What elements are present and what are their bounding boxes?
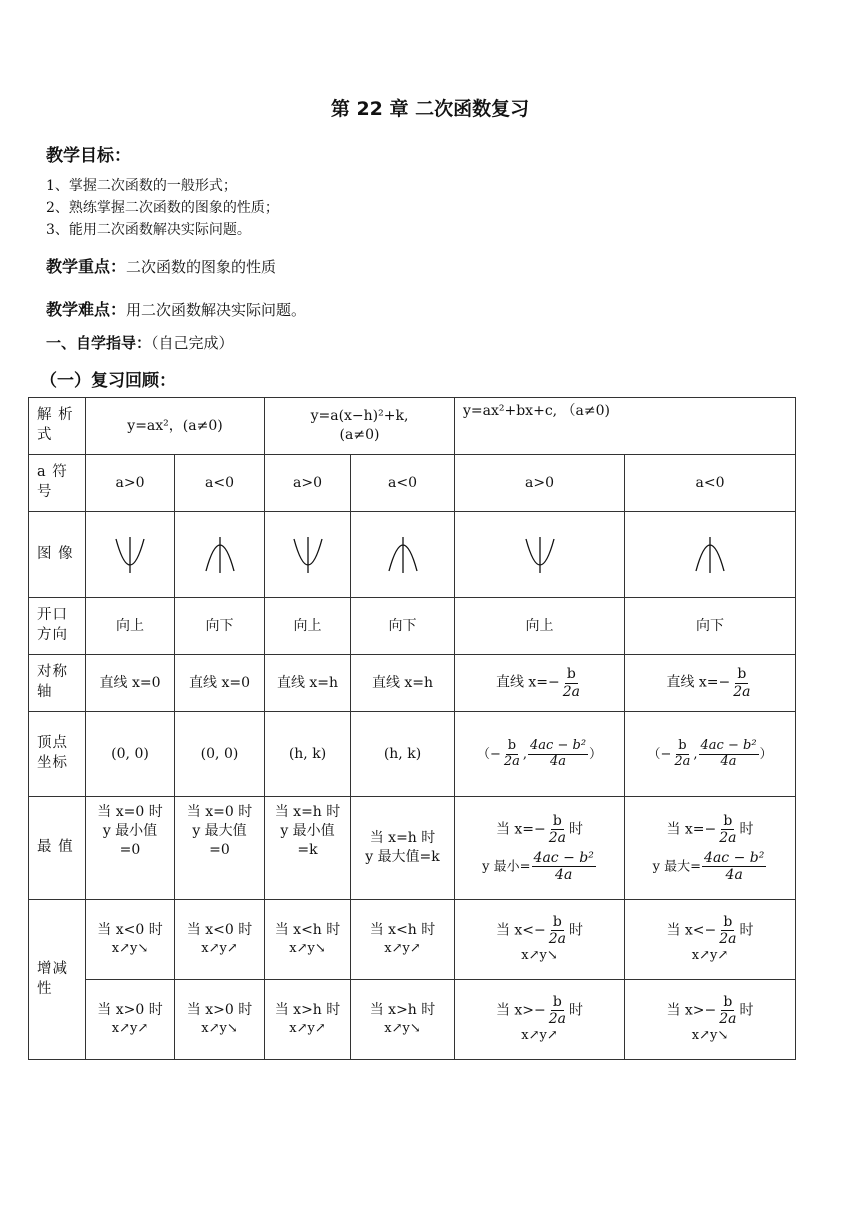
self-study-label: 一、自学指导： xyxy=(46,334,152,352)
mono-cell-general xyxy=(625,980,796,1060)
cond-suffix: 时 xyxy=(569,922,584,939)
fraction-b-2a xyxy=(547,994,568,1027)
goal-item: 2、熟练掌握二次函数的图象的性质； xyxy=(46,200,279,216)
extreme-cell xyxy=(351,797,455,900)
difficulty-text: 用二次函数解决实际问题。 xyxy=(126,301,307,319)
extreme-cell xyxy=(265,797,351,900)
cond-suffix: 时 xyxy=(569,1002,584,1019)
fraction-b-2a xyxy=(717,994,738,1027)
axis-cell: 直线 x=h xyxy=(265,655,351,712)
difficulty xyxy=(46,297,306,320)
extreme-line: =0 xyxy=(119,841,141,858)
fraction-b-2a xyxy=(731,666,752,699)
frac-den: 4a xyxy=(720,753,737,769)
row-header-mono: 增减 性 xyxy=(29,900,86,1060)
open-cell: 向下 xyxy=(351,598,455,655)
frac-num: b xyxy=(723,914,733,931)
mono-trend: x↗y↗ xyxy=(521,1028,558,1044)
extreme-line: y 最小值 xyxy=(280,822,335,839)
mono-cond: 当 x>h 时 xyxy=(274,1002,341,1019)
frac-num: b xyxy=(552,994,562,1011)
frac-den: 4a xyxy=(555,867,573,884)
comma: , xyxy=(522,746,528,762)
axis-cell-general xyxy=(625,655,796,712)
frac-den: 2a xyxy=(548,829,567,846)
row-expression xyxy=(29,398,796,455)
extreme-value xyxy=(455,850,624,883)
goal-item: 1、掌握二次函数的一般形式； xyxy=(46,178,237,194)
mono-trend: x↗y↘ xyxy=(521,948,558,964)
sign-cell: a>0 xyxy=(265,455,351,512)
row-opening xyxy=(29,598,796,655)
goal-item: 3、能用二次函数解决实际问题。 xyxy=(46,222,251,238)
mono-trend: x↗y↘ xyxy=(201,1021,238,1037)
row-axis xyxy=(29,655,796,712)
parabola-up-icon xyxy=(520,533,560,577)
extreme-line: 当 x=0 时 xyxy=(186,804,253,820)
mono-trend: x↗y↘ xyxy=(691,1028,729,1044)
mono-cond xyxy=(455,914,624,947)
comma: , xyxy=(693,746,698,762)
cond-prefix: 当 x>− xyxy=(666,1002,717,1019)
row-header-open: 开口 方向 xyxy=(29,598,86,655)
fraction-vertex-y xyxy=(699,739,759,770)
vertex-cell-general xyxy=(455,712,625,797)
frac-num: b xyxy=(723,994,733,1011)
paren-open: （− xyxy=(647,746,672,762)
frac-den: 2a xyxy=(733,683,751,700)
row-header-sign: a 符 号 xyxy=(29,455,86,512)
page-title: 第 22 章 二次函数复习 xyxy=(330,98,530,120)
frac-num: 4ac − b² xyxy=(533,850,594,866)
extreme-when xyxy=(625,813,795,846)
axis-prefix: 直线 x=− xyxy=(495,675,560,691)
mono-cond: 当 x<0 时 xyxy=(97,922,163,939)
mono-cond: 当 x>0 时 xyxy=(97,1002,163,1019)
when-prefix: 当 x=− xyxy=(495,821,546,838)
fraction-b-2a xyxy=(547,813,568,846)
frac-den: 2a xyxy=(719,931,737,948)
goals-heading: 教学目标： xyxy=(46,146,131,166)
mono-cell xyxy=(265,900,351,980)
extreme-line: y 最小值 xyxy=(102,822,158,839)
extreme-line: 当 x=h 时 xyxy=(369,830,436,847)
sign-cell: a>0 xyxy=(455,455,625,512)
mono-trend: x↗y↗ xyxy=(384,941,421,957)
extreme-line: 当 x=h 时 xyxy=(274,804,341,820)
expr-vertex-line1: y=a(x−h)²+k, xyxy=(310,408,409,425)
extreme-cell-general xyxy=(625,797,796,900)
mono-cond xyxy=(455,994,624,1027)
cond-prefix: 当 x<− xyxy=(495,922,546,939)
fraction-b-2a xyxy=(561,666,582,699)
row-mono-lt xyxy=(29,900,796,980)
extreme-cell-general xyxy=(455,797,625,900)
parabola-down-icon xyxy=(690,533,730,577)
mono-trend: x↗y↘ xyxy=(289,941,326,957)
extreme-line: 当 x=0 时 xyxy=(97,804,163,820)
row-sign xyxy=(29,455,796,512)
graph-cell xyxy=(625,512,796,598)
cond-suffix: 时 xyxy=(739,1002,754,1019)
frac-den: 4a xyxy=(725,867,743,884)
row-mono-gt xyxy=(29,980,796,1060)
properties-table xyxy=(28,397,796,1060)
graph-cell xyxy=(265,512,351,598)
when-suffix: 时 xyxy=(739,821,754,838)
graph-cell xyxy=(455,512,625,598)
extreme-line: =0 xyxy=(209,841,230,858)
expr-vertex-line2: (a≠0) xyxy=(339,427,380,443)
mono-cond: 当 x>h 时 xyxy=(369,1002,436,1019)
key-point-label: 教学重点： xyxy=(46,257,127,276)
mono-cell xyxy=(351,900,455,980)
extreme-value xyxy=(625,850,795,883)
mono-cell xyxy=(265,980,351,1060)
open-cell: 向下 xyxy=(625,598,796,655)
paren-close: ） xyxy=(759,746,773,762)
when-suffix: 时 xyxy=(569,821,584,838)
when-prefix: 当 x=− xyxy=(666,821,717,838)
row-header-expr: 解 析 式 xyxy=(29,398,86,455)
fraction-b-2a xyxy=(672,739,692,770)
mono-trend: x↗y↘ xyxy=(111,941,149,957)
frac-num: b xyxy=(723,812,733,829)
axis-cell: 直线 x=0 xyxy=(86,655,175,712)
row-extreme xyxy=(29,797,796,900)
mono-cell xyxy=(175,980,265,1060)
frac-num: 4ac − b² xyxy=(704,850,765,866)
mono-cond: 当 x>0 时 xyxy=(186,1002,253,1019)
frac-num: 4ac − b² xyxy=(530,737,587,753)
fraction-vertex-y xyxy=(528,739,588,770)
difficulty-label: 教学难点： xyxy=(46,300,127,319)
mono-cond xyxy=(625,994,795,1027)
frac-den: 2a xyxy=(719,1011,737,1028)
mono-cond: 当 x<h 时 xyxy=(274,922,341,939)
extreme-line: y 最大值=k xyxy=(365,849,440,865)
row-vertex xyxy=(29,712,796,797)
axis-cell: 直线 x=0 xyxy=(175,655,265,712)
fraction-vertex-y xyxy=(532,850,596,883)
open-cell: 向上 xyxy=(265,598,351,655)
frac-num: b xyxy=(678,737,687,753)
frac-num: b xyxy=(507,737,517,753)
mono-cell-general xyxy=(625,900,796,980)
fraction-b-2a xyxy=(502,739,522,770)
cond-prefix: 当 x<− xyxy=(666,922,717,939)
expr-vertex-form xyxy=(265,398,455,455)
mono-trend: x↗y↗ xyxy=(111,1021,149,1037)
cond-suffix: 时 xyxy=(739,922,754,939)
frac-den: 2a xyxy=(548,931,567,948)
parabola-up-icon xyxy=(288,533,328,577)
mono-cond xyxy=(625,914,795,947)
mono-cell xyxy=(86,980,175,1060)
vertex-cell: (h, k) xyxy=(265,712,351,797)
frac-den: 2a xyxy=(719,829,737,846)
mono-cell-general xyxy=(455,980,625,1060)
mono-trend: x↗y↗ xyxy=(289,1021,326,1037)
max-label: y 最大= xyxy=(652,859,702,875)
self-study xyxy=(46,332,234,353)
graph-cell xyxy=(175,512,265,598)
row-graph xyxy=(29,512,796,598)
fraction-vertex-y xyxy=(702,850,766,883)
mono-cond: 当 x<h 时 xyxy=(369,922,436,939)
open-cell: 向下 xyxy=(175,598,265,655)
row-header-vertex: 顶点 坐标 xyxy=(29,712,86,797)
parabola-down-icon xyxy=(383,533,423,577)
axis-prefix: 直线 x=− xyxy=(666,675,731,691)
sign-cell: a<0 xyxy=(351,455,455,512)
frac-num: b xyxy=(737,666,747,683)
paren-close: ） xyxy=(589,746,603,762)
mono-trend: x↗y↘ xyxy=(384,1021,421,1037)
fraction-b-2a xyxy=(717,813,738,846)
parabola-down-icon xyxy=(200,533,240,577)
mono-trend: x↗y↗ xyxy=(691,948,729,964)
self-study-text: （自己完成） xyxy=(151,334,234,352)
mono-cell xyxy=(86,900,175,980)
key-point-text: 二次函数的图象的性质 xyxy=(126,258,277,276)
paren-open: （− xyxy=(476,746,501,762)
mono-cell xyxy=(175,900,265,980)
vertex-cell: (h, k) xyxy=(351,712,455,797)
min-label: y 最小= xyxy=(482,859,531,875)
open-cell: 向上 xyxy=(455,598,625,655)
fraction-b-2a xyxy=(717,914,738,947)
frac-den: 2a xyxy=(503,753,520,769)
sign-cell: a<0 xyxy=(625,455,796,512)
extreme-when xyxy=(455,813,624,846)
row-header-axis: 对称 轴 xyxy=(29,655,86,712)
expr-general: y=ax²+bx+c, （a≠0) xyxy=(455,398,796,455)
vertex-cell: (0, 0) xyxy=(86,712,175,797)
row-header-extreme: 最 值 xyxy=(29,797,86,900)
mono-trend: x↗y↗ xyxy=(201,941,238,957)
key-point xyxy=(46,254,276,277)
frac-num: b xyxy=(566,666,576,683)
extreme-cell xyxy=(86,797,175,900)
open-cell: 向上 xyxy=(86,598,175,655)
frac-den: 4a xyxy=(550,753,567,769)
frac-den: 2a xyxy=(548,1011,567,1028)
row-header-graph: 图 像 xyxy=(29,512,86,598)
extreme-line: =k xyxy=(297,841,318,858)
frac-num: 4ac − b² xyxy=(700,737,757,753)
vertex-cell-general xyxy=(625,712,796,797)
graph-cell xyxy=(86,512,175,598)
fraction-b-2a xyxy=(547,914,568,947)
vertex-cell: (0, 0) xyxy=(175,712,265,797)
axis-cell-general xyxy=(455,655,625,712)
review-heading: （一）复习回顾： xyxy=(40,371,176,391)
mono-cell xyxy=(351,980,455,1060)
sign-cell: a>0 xyxy=(86,455,175,512)
frac-num: b xyxy=(552,812,562,829)
frac-den: 2a xyxy=(674,753,691,769)
mono-cell-general xyxy=(455,900,625,980)
frac-den: 2a xyxy=(562,683,581,700)
frac-num: b xyxy=(552,914,562,931)
cond-prefix: 当 x>− xyxy=(495,1002,546,1019)
axis-cell: 直线 x=h xyxy=(351,655,455,712)
graph-cell xyxy=(351,512,455,598)
sign-cell: a<0 xyxy=(175,455,265,512)
expr-basic: y=ax²，(a≠0) xyxy=(86,398,265,455)
mono-cond: 当 x<0 时 xyxy=(186,922,253,939)
parabola-up-icon xyxy=(110,533,150,577)
extreme-cell xyxy=(175,797,265,900)
extreme-line: y 最大值 xyxy=(192,822,247,839)
